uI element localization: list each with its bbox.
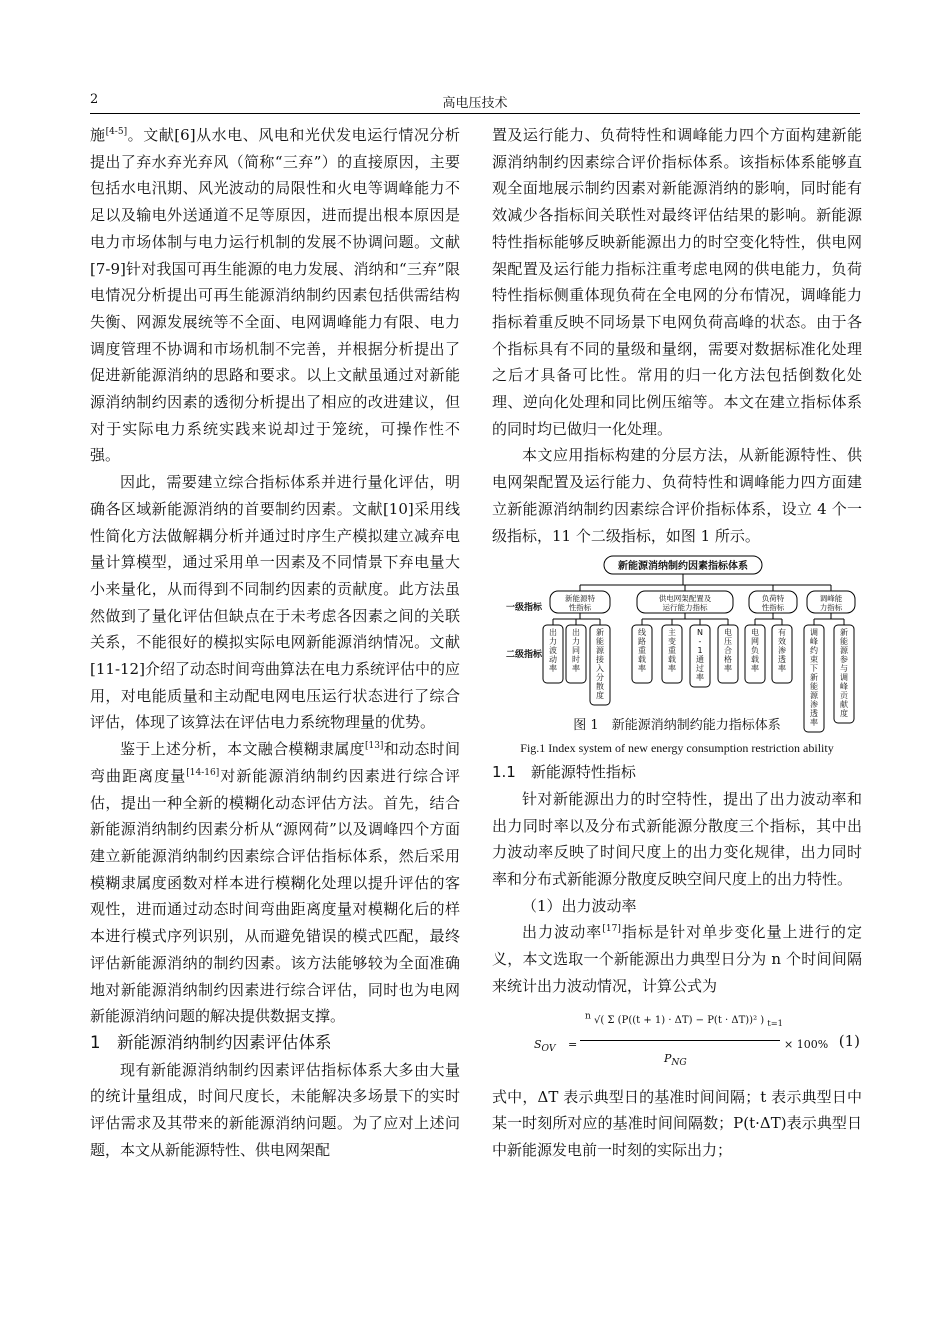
paragraph: 鉴于上述分析，本文融合模糊隶属度[13]和动态时间弯曲距离度量[14-16]对新能源消纳制约因素进行综合评估，提出一种全新的模糊化动态评估方法。首先，结合新能源消纳制约因素分析从“源网荷”以及调峰四个方面建立新能源消纳制约因素综合评估指标体系，然后采用模糊隶属度函数对样本进行模糊化处理以提升评估的客观性，进而通过动态时间弯曲距离度量对模糊化后的样本进行模式序列识别，从而避免错误的模式匹配，最终评估新能源消纳的制约因素。该方法能够较为全面准确地对新能源消纳制约因素进行综合评估，同时也为电网新能源消纳问题的解决提供数据支撑。: [90, 740, 460, 1026]
equals-sign: =: [568, 1037, 578, 1051]
level2-node-char: 率: [724, 664, 732, 674]
level2-node-char: 能: [840, 637, 848, 647]
root-label: 新能源消纳制约因素指标体系: [618, 561, 748, 573]
level2-node-char: 变: [668, 637, 676, 647]
level1-node-label: 负荷特: [761, 594, 785, 604]
equation-1: [492, 1004, 862, 1080]
level1-node-label: 运行能力指标: [662, 603, 708, 613]
paragraph: 置及运行能力、负荷特性和调峰能力四个方面构建新能源消纳制约因素综合评价指标体系。该指标体系能够直观全面地展示制约因素对新能源消纳的影响，同时能有效减少各指标间关联性对最终评估结果的影响。新能源特性指标能够反映新能源出力的时空变化特性，供电网架配置及运行能力指标注重考虑电网的供电能力，负荷特性指标侧重体现负荷在全电网的分布情况，调峰能力指标着重反映不同场景下电网负荷高峰的状态。由于各个指标具有不同的量级和量纲，需要对数据标准化处理之后才具备可比性。常用的归一化方法包括倒数化处理、逆向化处理和同比例压缩等。本文在建立指标体系的同时均已做归一化处理。: [492, 126, 862, 438]
paragraph: 本文应用指标构建的分层方法，从新能源特性、供电网架配置及运行能力、负荷特性和调峰能力四方面建立新能源消纳制约因素综合评价指标体系，设立 4 个一级指标，11 个二级指标，如图 1 所示。: [492, 446, 862, 545]
level2-node-char: 调: [840, 673, 848, 683]
level2-node-char: 线: [638, 628, 646, 638]
level2-node-char: 渗: [778, 646, 786, 656]
journal-title: 高电压技术: [442, 96, 508, 111]
level1-node-label: 性指标: [761, 603, 785, 613]
header-rule: [90, 113, 860, 114]
level2-node-char: 贡: [840, 691, 848, 701]
level2-node-char: 新: [810, 673, 818, 683]
level2-node-char: 下: [810, 664, 818, 674]
level2-node-char: 载: [751, 655, 759, 665]
level1-node-label: 调峰能: [819, 594, 843, 604]
level2-node-char: 新: [596, 628, 604, 638]
level2-node-char: 同: [572, 646, 580, 656]
list-item-heading: （1）出力波动率: [522, 896, 637, 915]
level2-node-char: 重: [638, 646, 646, 656]
section-heading: 1 新能源消纳制约因素评估体系: [90, 1032, 332, 1052]
level2-node-char: 格: [724, 655, 732, 665]
level2-node-char: 率: [638, 664, 646, 674]
level2-node-char: 主: [668, 628, 676, 638]
level2-node-char: 重: [668, 646, 676, 656]
level2-node-char: 率: [549, 664, 557, 674]
level2-node-char: 1: [697, 646, 703, 656]
level2-node-char: 率: [696, 673, 704, 683]
level2-node-char: 入: [596, 664, 604, 674]
level2-node-char: 度: [596, 691, 604, 701]
level2-node-char: 率: [572, 664, 580, 674]
level2-node-char: 透: [778, 655, 786, 665]
level2-node-char: 约: [810, 646, 818, 656]
level2-node-char: 散: [596, 682, 604, 692]
subsection-heading: 1.1 新能源特性指标: [492, 763, 636, 782]
level2-node-char: 力: [572, 637, 580, 647]
equation-factor: × 100%: [784, 1037, 829, 1051]
level2-node-char: 度: [840, 709, 848, 719]
level2-node-char: 新: [840, 628, 848, 638]
level2-node-char: 网: [751, 637, 759, 647]
level2-node-char: 载: [668, 655, 676, 665]
paragraph: 出力波动率[17]指标是针对单步变化量上进行的定义，本文选取一个新能源出力典型日分为 n 个时间间隔来统计出力波动情况，计算公式为: [492, 923, 862, 995]
level2-label: 二级指标: [505, 650, 543, 661]
level2-node-char: 与: [840, 664, 848, 674]
figure-caption-en: Fig.1 Index system of new energy consumption restriction ability: [520, 741, 834, 756]
equation-lhs: $S_{OV}$: [534, 1037, 556, 1054]
paragraph: 因此，需要建立综合指标体系并进行量化评估，明确各区域新能源消纳的首要制约因素。文献[10]采用线性简化方法做解耦分析并通过时序生产模拟建立减弃电量计算模型，通过采用单一因素及不同情景下弃电量大小来量化，从而得到不同制约因素的贡献度。此方法虽然做到了量化评估但缺点在于未考虑各因素之间的关联关系，不能很好的模拟实际电网新能源消纳情况。文献[11-12]介绍了动态时间弯曲算法在电力系统评估中的应用，对电能质量和主动配电网电压运行状态进行了综合评估，体现了该算法在评估电力系统物理量的优势。: [90, 473, 460, 732]
right-column: [492, 122, 862, 1164]
level1-node-label: 新能源特: [565, 594, 595, 604]
level2-node-char: 压: [724, 637, 732, 647]
level2-node-char: 率: [668, 664, 676, 674]
level2-node-char: 合: [724, 646, 732, 656]
level1-node-label: 力指标: [819, 603, 843, 613]
level2-node-char: 出: [572, 628, 580, 638]
level2-node-char: 接: [596, 655, 604, 665]
level2-node-char: 通: [696, 655, 704, 665]
level2-node-char: 有: [778, 628, 786, 638]
paragraph: 施[4-5]。文献[6]从水电、风电和光伏发电运行情况分析提出了弃水弃光弃风（简称“三弃”）的直接原因，主要包括水电汛期、风光波动的局限性和火电等调峰能力不足以及输电外送通道不足等原因，进而提出根本原因是电力市场体制与电力运行机制的发展不协调问题。文献[7-9]针对我国可再生能源的电力发展、消纳和“三弃”限电情况分析提出可再生能源消纳制约因素包括供需结构失衡、网源发展统等不全面、电网调峰能力有限、电力调度管理不协调和市场机制不完善，并根据分析提出了促进新能源消纳的思路和要求。以上文献虽通过对新能源消纳制约因素的透彻分析提出了相应的改进建议，但对于实际电力系统实践来说却过于笼统，可操作性不强。: [90, 126, 460, 465]
page-number: 2: [90, 92, 99, 107]
level2-node-char: 分: [596, 673, 604, 683]
paragraph: 针对新能源出力的时空特性，提出了出力波动率和出力同时率以及分布式新能源分散度三个指标，其中出力波动率反映了时间尺度上的出力变化规律，出力同时率和分布式新能源分散度反映空间尺度上的出力特性。: [492, 789, 862, 889]
equation-numerator: $^n$ √( Σ (P((t + 1) · ΔT) − P(t · ΔT))² ) $_{t=1}$: [585, 1011, 783, 1028]
level2-node-char: 源: [810, 691, 818, 701]
level2-node-char: -: [698, 637, 702, 647]
level2-node-char: 过: [696, 664, 704, 674]
level2-node-char: 渗: [810, 700, 818, 710]
level2-node-char: 出: [549, 628, 557, 638]
figure-caption: 图 1 新能源消纳制约能力指标体系: [573, 718, 781, 734]
equation-number: (1): [838, 1031, 860, 1050]
level2-node-char: 源: [596, 646, 604, 656]
level2-node-char: 峰: [810, 637, 818, 647]
level1-node-label: 性指标: [568, 603, 592, 613]
level2-node-char: 源: [840, 646, 848, 656]
level2-node-char: N: [697, 628, 703, 638]
level2-node-char: 路: [638, 637, 646, 647]
level2-node-char: 率: [751, 664, 759, 674]
level2-node-char: 波: [549, 646, 557, 656]
level2-node-char: 能: [596, 637, 604, 647]
level2-node-char: 峰: [840, 682, 848, 692]
page-header: [90, 92, 860, 112]
level2-node-char: 透: [810, 709, 818, 719]
level2-node-char: 时: [572, 655, 580, 665]
level1-node-label: 供电网架配置及: [658, 594, 712, 604]
paragraph: 现有新能源消纳制约因素评估指标体系大多由大量的统计量组成，时间尺度长，未能解决多场景下的实时评估需求及其带来的新能源消纳问题。为了应对上述问题，本文从新能源特性、供电网架配: [90, 1060, 460, 1159]
level2-node-char: 负: [751, 646, 759, 656]
fraction-bar: [580, 1040, 780, 1041]
level2-node-char: 动: [549, 655, 557, 665]
left-column: [90, 122, 460, 1163]
paragraph: 式中，ΔT 表示典型日的基准时间间隔；t 表示典型日中某一时刻所对应的基准时间间隔数；P(t·ΔT)表示典型日中新能源发电前一时刻的实际出力；: [492, 1087, 862, 1159]
level2-node-char: 力: [549, 637, 557, 647]
level2-node-char: 参: [840, 655, 848, 665]
level2-node-char: 调: [810, 628, 818, 638]
level2-node-char: 献: [840, 700, 848, 710]
level2-node-char: 效: [778, 637, 786, 647]
level2-node-char: 率: [778, 664, 786, 674]
level1-label: 一级指标: [505, 603, 543, 614]
level2-node-char: 电: [724, 628, 732, 638]
level2-node-char: 束: [810, 655, 818, 665]
level2-node-char: 率: [810, 718, 818, 728]
equation-denominator: $P_{NG}$: [664, 1051, 687, 1068]
level2-node-char: 载: [638, 655, 646, 665]
level2-node-char: 电: [751, 628, 759, 638]
level2-node-char: 能: [810, 682, 818, 692]
